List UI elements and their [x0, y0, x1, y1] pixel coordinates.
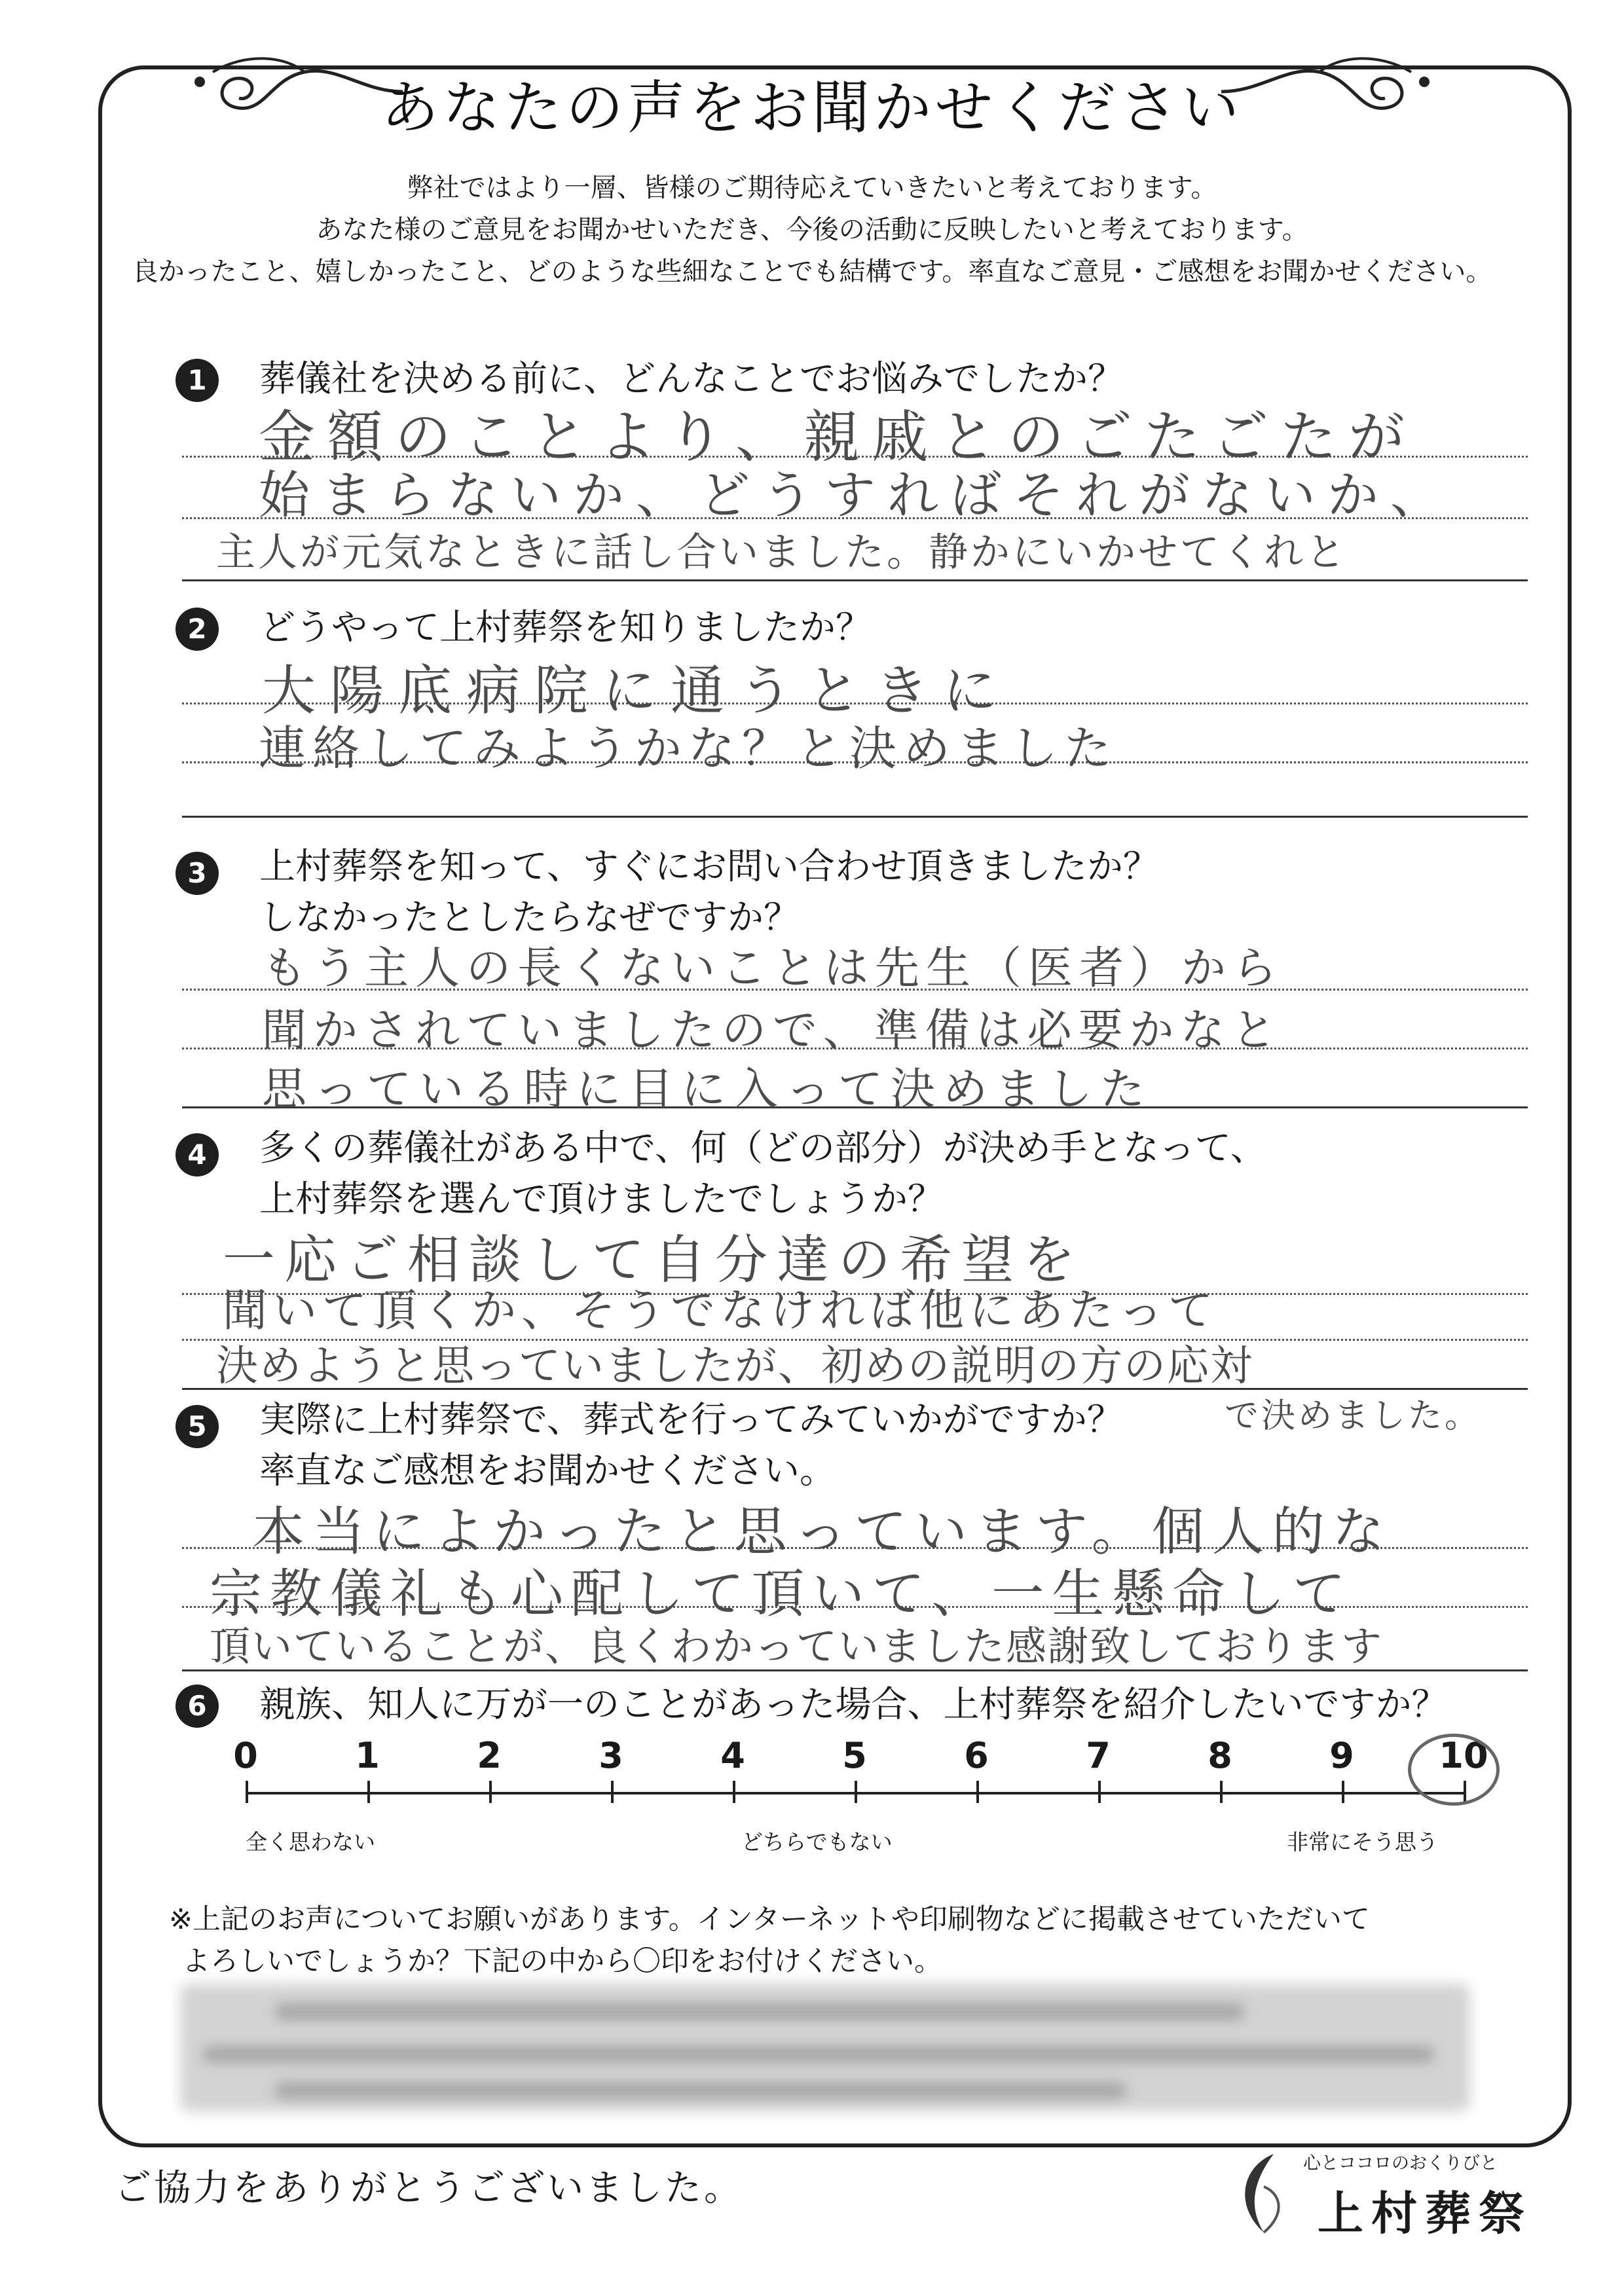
scale-tick	[246, 1781, 248, 1803]
scale-tick-label: 8	[1208, 1735, 1232, 1776]
scale-tick-label: 10	[1439, 1735, 1488, 1776]
question-number: 3	[175, 852, 219, 895]
scale-tick	[611, 1781, 614, 1803]
selected-rating-circle	[1408, 1734, 1500, 1806]
question-text: 親族、知人に万が一のことがあった場合、上村葬祭を紹介したいですか？	[259, 1683, 1448, 1725]
scale-min-label: 全く思わない	[246, 1829, 375, 1855]
scale-tick	[489, 1781, 492, 1803]
scale-tick	[976, 1781, 979, 1803]
handwritten-answer: 聞いて頂くか、そうでなければ他にあたって	[223, 1285, 1219, 1337]
handwritten-answer: 決めようと思っていましたが、初めの説明の方の応対	[216, 1342, 1253, 1391]
logo-leaf-icon	[1228, 2147, 1300, 2239]
handwritten-answer: 連絡してみようかな？と決めました	[259, 721, 1118, 776]
handwritten-answer: 本当によかったと思っています。個人的な	[252, 1501, 1393, 1562]
question-text: 葬儀社を決める前に、どんなことでお悩みでしたか？	[259, 357, 1124, 399]
note-line: よろしいでしょうか？下記の中から〇印をお付けください。	[182, 1945, 942, 1978]
question-number: 2	[175, 608, 219, 651]
question-text: 上村葬祭を知って、すぐにお問い合わせ頂きましたか？	[259, 845, 1159, 887]
handwritten-answer: 宗教儀礼も心配して頂いて、一生懸命して	[210, 1563, 1354, 1624]
scale-tick	[1098, 1781, 1101, 1803]
handwritten-answer: 金額のことより、親戚とのごたごたが	[259, 405, 1416, 470]
intro-line: 弊社ではより一層、皆様のご期待応えていきたいと考えております。	[407, 173, 1217, 203]
handwritten-answer: 大陽底病院に通うときに	[262, 660, 1012, 722]
redacted-line	[275, 2003, 1244, 2020]
scale-tick-label: 9	[1329, 1735, 1354, 1776]
handwritten-answer: 聞かされていましたので、準備は必要かなと	[262, 1005, 1283, 1057]
answer-rule	[182, 579, 1528, 581]
scale-tick-label: 1	[355, 1735, 380, 1776]
question-text: 上村葬祭を選んで頂けましたでしょうか？	[259, 1178, 944, 1220]
scale-tick-label: 0	[233, 1735, 258, 1776]
handwritten-answer: 始まらないか、どうすればそれがないか、	[259, 466, 1454, 525]
page-title: あなたの声をお聞かせください	[380, 74, 1243, 141]
scale-tick-label: 5	[842, 1735, 867, 1776]
scale-tick-label: 2	[477, 1735, 502, 1776]
redacted-line	[203, 2046, 1434, 2063]
handwritten-answer: 一応ご相談して自分達の希望を	[223, 1230, 1084, 1290]
question-text: どうやって上村葬祭を知りましたか？	[259, 606, 872, 648]
scale-tick-label: 4	[720, 1735, 745, 1776]
scale-tick	[855, 1781, 857, 1803]
question-text: 実際に上村葬祭で、葬式を行ってみていかがですか？	[259, 1398, 1123, 1440]
scale-tick	[1342, 1781, 1344, 1803]
scale-mid-label: どちらでもない	[741, 1829, 893, 1855]
publication-note	[169, 1899, 1370, 1982]
handwritten-answer: で決めました。	[1225, 1396, 1482, 1436]
logo-tagline: 心とココロのおくりびと	[1303, 2153, 1498, 2174]
scale-tick-label: 3	[599, 1735, 623, 1776]
handwritten-answer: 頂いていることが、良くわかっていました感謝致しております	[210, 1622, 1384, 1670]
question-text: 率直なご感想をお聞かせください。	[259, 1449, 836, 1491]
question-number: 5	[175, 1405, 219, 1448]
question-text: 多くの葬儀社がある中で、何（どの部分）が決め手となって、	[259, 1127, 1266, 1169]
intro-line: あなた様のご意見をお聞かせいただき、今後の活動に反映したいと考えております。	[316, 215, 1308, 245]
intro-line: 良かったこと、嬉しかったこと、どのような些細なことでも結構です。率直なご意見・ご感想をお聞かせください。	[132, 257, 1492, 287]
scale-tick	[733, 1781, 735, 1803]
intro-text	[0, 167, 1624, 293]
rating-scale	[233, 1735, 1488, 1855]
handwritten-answer: 主人が元気なときに話し合いました。静かにいかせてくれと	[216, 530, 1348, 575]
scale-tick	[1220, 1781, 1223, 1803]
handwritten-answer: 思っている時に目に入って決めました	[262, 1064, 1153, 1116]
thanks-message: ご協力をありがとうございました。	[115, 2167, 743, 2210]
scale-tick	[367, 1781, 370, 1803]
question-number: 6	[175, 1685, 219, 1728]
logo-name: 上村葬祭	[1318, 2186, 1532, 2240]
question-number: 1	[175, 359, 219, 402]
question-number: 4	[175, 1133, 219, 1176]
question-text: しなかったとしたらなぜですか？	[259, 896, 800, 938]
scale-max-label: 非常にそう思う	[1287, 1829, 1438, 1855]
note-line: ※上記のお声についてお願いがあります。インターネットや印刷物などに掲載させていただいて	[169, 1903, 1370, 1936]
scale-tick-label: 7	[1086, 1735, 1111, 1776]
scale-tick-label: 6	[964, 1735, 989, 1776]
handwritten-answer: もう主人の長くないことは先生（医者）から	[262, 943, 1284, 994]
answer-rule	[182, 816, 1528, 818]
redacted-line	[275, 2082, 1126, 2099]
